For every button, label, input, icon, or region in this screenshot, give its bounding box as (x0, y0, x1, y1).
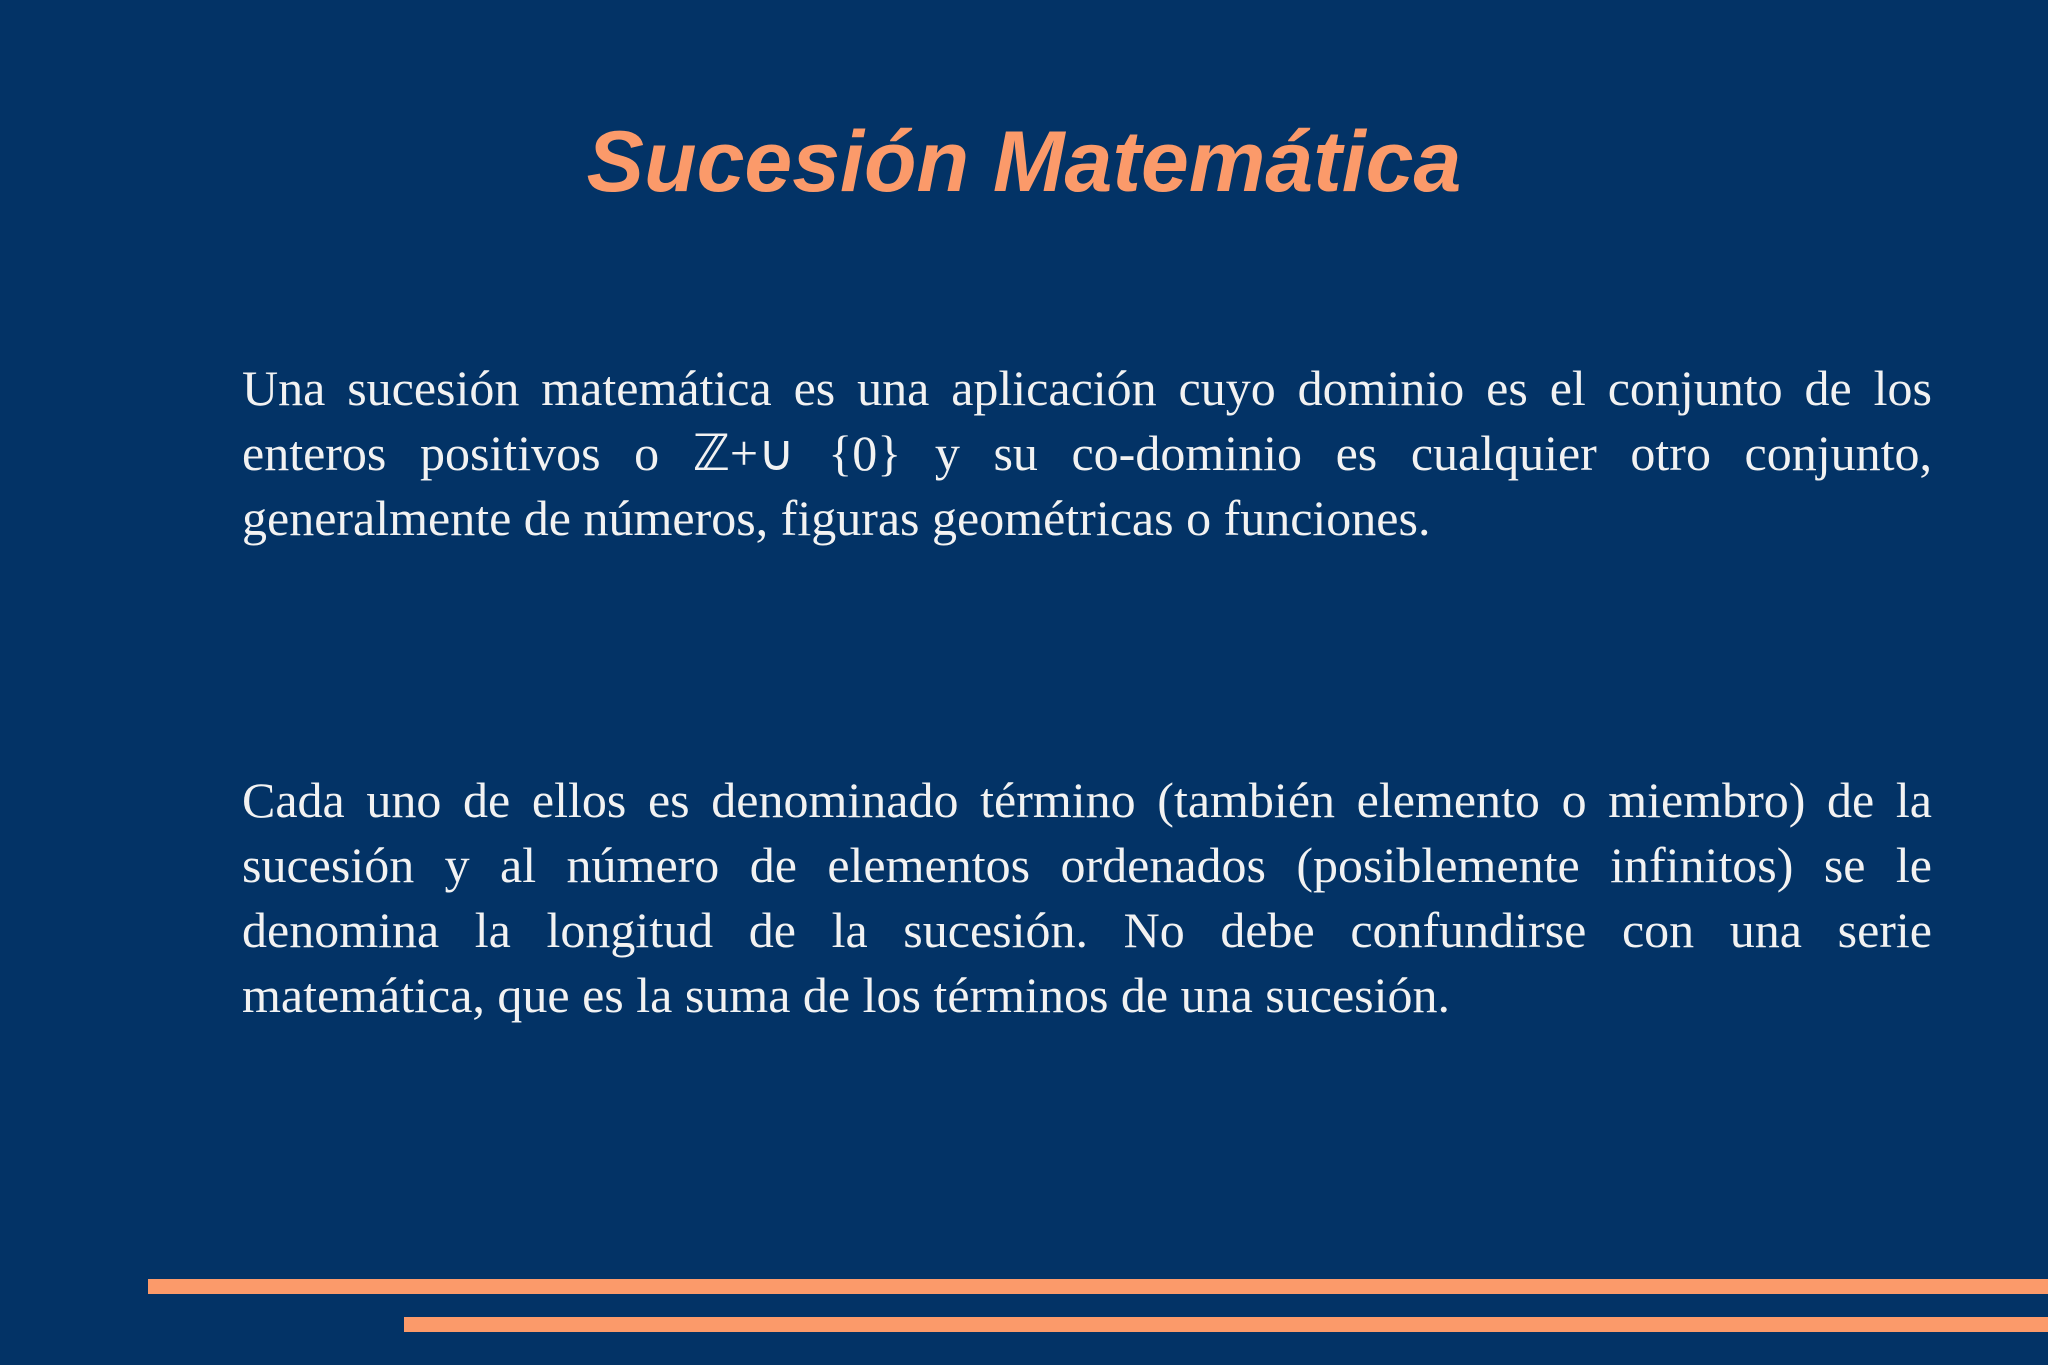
definition-paragraph: Una sucesión matemática es una aplicación cuyo dominio es el conjunto de los enteros positivos o ℤ+∪ {0} y su co-dominio es cualquier otro conjunto, generalmente de números, figuras geométricas o funciones. (242, 360, 1932, 546)
term-paragraph: Cada uno de ellos es denominado término (también elemento o miembro) de la sucesión y al número de elementos ordenados (posiblemente infinitos) se le denomina la longitud de la sucesión. No debe confundirse con una serie matemática, que es la suma de los términos de una sucesión. (242, 772, 1932, 1023)
decorative-bar-top (148, 1279, 2048, 1294)
slide-title: Sucesión Matemática (586, 114, 1462, 210)
decorative-bar-bottom (404, 1317, 2048, 1332)
